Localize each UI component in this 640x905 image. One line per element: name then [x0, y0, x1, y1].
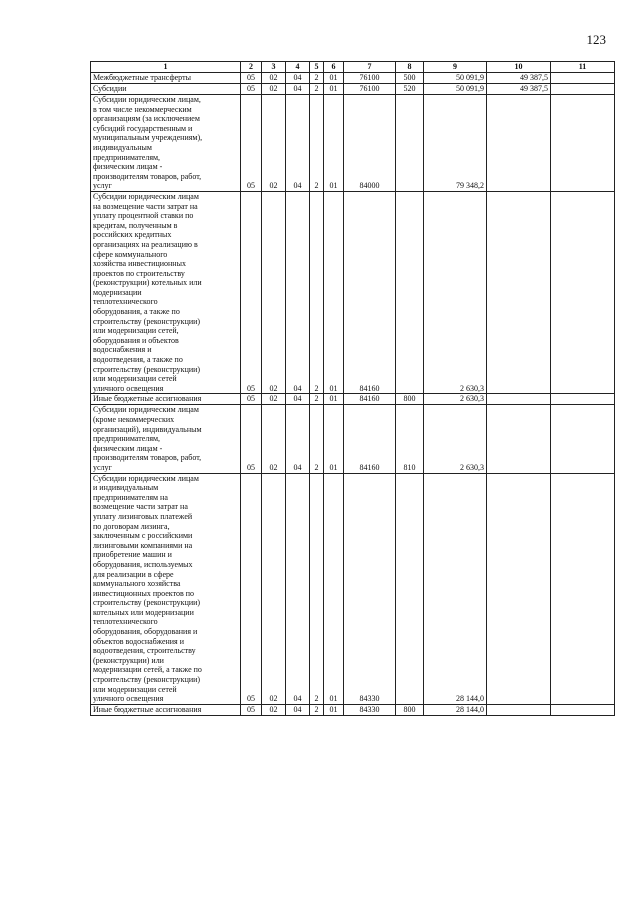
- cell-amount-col11: [551, 704, 615, 715]
- col-header: 11: [551, 62, 615, 73]
- cell-section: 05: [241, 473, 262, 704]
- cell-subsection: 02: [262, 191, 286, 393]
- cell-expense-type: [396, 95, 424, 192]
- cell-expense-type: 520: [396, 84, 424, 95]
- col-header: 4: [286, 62, 310, 73]
- row-description: Субсидии юридическим лицам и индивидуальным предпринимателям на возмещение части затрат на уплату лизинговых платежей по договорам лизинга, заключенным с российскими лизинговыми компаниями на приобретение машин и оборудования, используемых для реализации в сфере коммунального хозяйства инвестиционных проектов по строительству (реконструкции) котельных или модернизации теплотехнического оборудования, оборудования и объектов водоснабжения и водоотведения, строительству (реконструкции) или модернизации сетей, а также по строительству (реконструкции) или модернизации сетей уличного освещения: [91, 473, 241, 704]
- cell-program: 04: [286, 394, 310, 405]
- table-row: [91, 394, 615, 405]
- cell-measure: 01: [324, 704, 344, 715]
- cell-subprogram: 2: [310, 95, 324, 192]
- col-header: 3: [262, 62, 286, 73]
- row-description: Субсидии юридическим лицам (кроме некоммерческих организаций), индивидуальным предпринимателям, физическим лицам - производителям товаров, работ, услуг: [91, 405, 241, 473]
- cell-amount-col10: [487, 394, 551, 405]
- cell-amount-col9: 2 630,3: [424, 394, 487, 405]
- cell-measure: 01: [324, 95, 344, 192]
- cell-amount-col11: [551, 73, 615, 84]
- cell-program: 04: [286, 191, 310, 393]
- cell-section: 05: [241, 191, 262, 393]
- cell-expense-type: 500: [396, 73, 424, 84]
- cell-amount-col9: 79 348,2: [424, 95, 487, 192]
- cell-subprogram: 2: [310, 473, 324, 704]
- cell-amount-col10: [487, 405, 551, 473]
- cell-expense-type: 800: [396, 394, 424, 405]
- cell-subprogram: 2: [310, 704, 324, 715]
- cell-measure: 01: [324, 191, 344, 393]
- cell-direction: 84330: [344, 704, 396, 715]
- cell-amount-col10: [487, 191, 551, 393]
- col-header: 8: [396, 62, 424, 73]
- row-description: Субсидии: [91, 84, 241, 95]
- cell-direction: 84160: [344, 405, 396, 473]
- table-row: [91, 704, 615, 715]
- row-description: Иные бюджетные ассигнования: [91, 394, 241, 405]
- table-row: [91, 191, 615, 393]
- cell-amount-col10: [487, 704, 551, 715]
- cell-section: 05: [241, 95, 262, 192]
- budget-table: [90, 61, 615, 716]
- cell-program: 04: [286, 473, 310, 704]
- cell-section: 05: [241, 73, 262, 84]
- cell-section: 05: [241, 84, 262, 95]
- cell-subsection: 02: [262, 405, 286, 473]
- header-row: [91, 62, 615, 73]
- cell-amount-col9: 2 630,3: [424, 191, 487, 393]
- cell-program: 04: [286, 73, 310, 84]
- cell-amount-col10: [487, 95, 551, 192]
- cell-direction: 76100: [344, 84, 396, 95]
- cell-subsection: 02: [262, 95, 286, 192]
- table-row: [91, 73, 615, 84]
- col-header: 5: [310, 62, 324, 73]
- row-description: Субсидии юридическим лицам, в том числе некоммерческим организациям (за исключением субсидий государственным и муниципальным учреждениям), индивидуальным предпринимателям, физическим лицам - производителям товаров, работ, услуг: [91, 95, 241, 192]
- cell-measure: 01: [324, 84, 344, 95]
- cell-amount-col10: 49 387,5: [487, 84, 551, 95]
- cell-expense-type: 810: [396, 405, 424, 473]
- row-description: Субсидии юридическим лицам на возмещение части затрат на уплату процентной ставки по кредитам, полученным в российских кредитных организациях на реализацию в сфере коммунального хозяйства инвестиционных проектов по строительству (реконструкции) котельных или модернизации теплотехнического оборудования, а также по строительству (реконструкции) или модернизации сетей, оборудования и объектов водоснабжения и водоотведения, а также по строительству (реконструкции) или модернизации сетей уличного освещения: [91, 191, 241, 393]
- cell-measure: 01: [324, 73, 344, 84]
- row-description: Иные бюджетные ассигнования: [91, 704, 241, 715]
- cell-program: 04: [286, 704, 310, 715]
- cell-program: 04: [286, 95, 310, 192]
- cell-direction: 84160: [344, 191, 396, 393]
- cell-program: 04: [286, 405, 310, 473]
- cell-section: 05: [241, 405, 262, 473]
- cell-amount-col9: 50 091,9: [424, 84, 487, 95]
- cell-amount-col11: [551, 84, 615, 95]
- table-row: [91, 473, 615, 704]
- cell-direction: 84160: [344, 394, 396, 405]
- table-row: [91, 405, 615, 473]
- col-header: 7: [344, 62, 396, 73]
- col-header: 6: [324, 62, 344, 73]
- cell-measure: 01: [324, 473, 344, 704]
- cell-amount-col9: 2 630,3: [424, 405, 487, 473]
- cell-amount-col9: 50 091,9: [424, 73, 487, 84]
- cell-expense-type: [396, 473, 424, 704]
- cell-subsection: 02: [262, 473, 286, 704]
- page-number: 123: [586, 32, 606, 47]
- col-header: 1: [91, 62, 241, 73]
- cell-subprogram: 2: [310, 191, 324, 393]
- cell-measure: 01: [324, 394, 344, 405]
- cell-amount-col11: [551, 473, 615, 704]
- col-header: 2: [241, 62, 262, 73]
- cell-amount-col11: [551, 95, 615, 192]
- table-row: [91, 84, 615, 95]
- cell-expense-type: 800: [396, 704, 424, 715]
- cell-subprogram: 2: [310, 84, 324, 95]
- col-header: 9: [424, 62, 487, 73]
- cell-amount-col9: 28 144,0: [424, 473, 487, 704]
- cell-subsection: 02: [262, 394, 286, 405]
- cell-amount-col10: 49 387,5: [487, 73, 551, 84]
- cell-subsection: 02: [262, 704, 286, 715]
- cell-section: 05: [241, 394, 262, 405]
- cell-amount-col11: [551, 394, 615, 405]
- cell-subprogram: 2: [310, 405, 324, 473]
- row-description: Межбюджетные трансферты: [91, 73, 241, 84]
- cell-amount-col9: 28 144,0: [424, 704, 487, 715]
- col-header: 10: [487, 62, 551, 73]
- cell-subprogram: 2: [310, 394, 324, 405]
- cell-subprogram: 2: [310, 73, 324, 84]
- cell-program: 04: [286, 84, 310, 95]
- table-row: [91, 95, 615, 192]
- cell-direction: 76100: [344, 73, 396, 84]
- cell-subsection: 02: [262, 73, 286, 84]
- cell-direction: 84330: [344, 473, 396, 704]
- cell-amount-col11: [551, 191, 615, 393]
- cell-measure: 01: [324, 405, 344, 473]
- cell-expense-type: [396, 191, 424, 393]
- cell-amount-col11: [551, 405, 615, 473]
- cell-section: 05: [241, 704, 262, 715]
- cell-subsection: 02: [262, 84, 286, 95]
- cell-direction: 84000: [344, 95, 396, 192]
- cell-amount-col10: [487, 473, 551, 704]
